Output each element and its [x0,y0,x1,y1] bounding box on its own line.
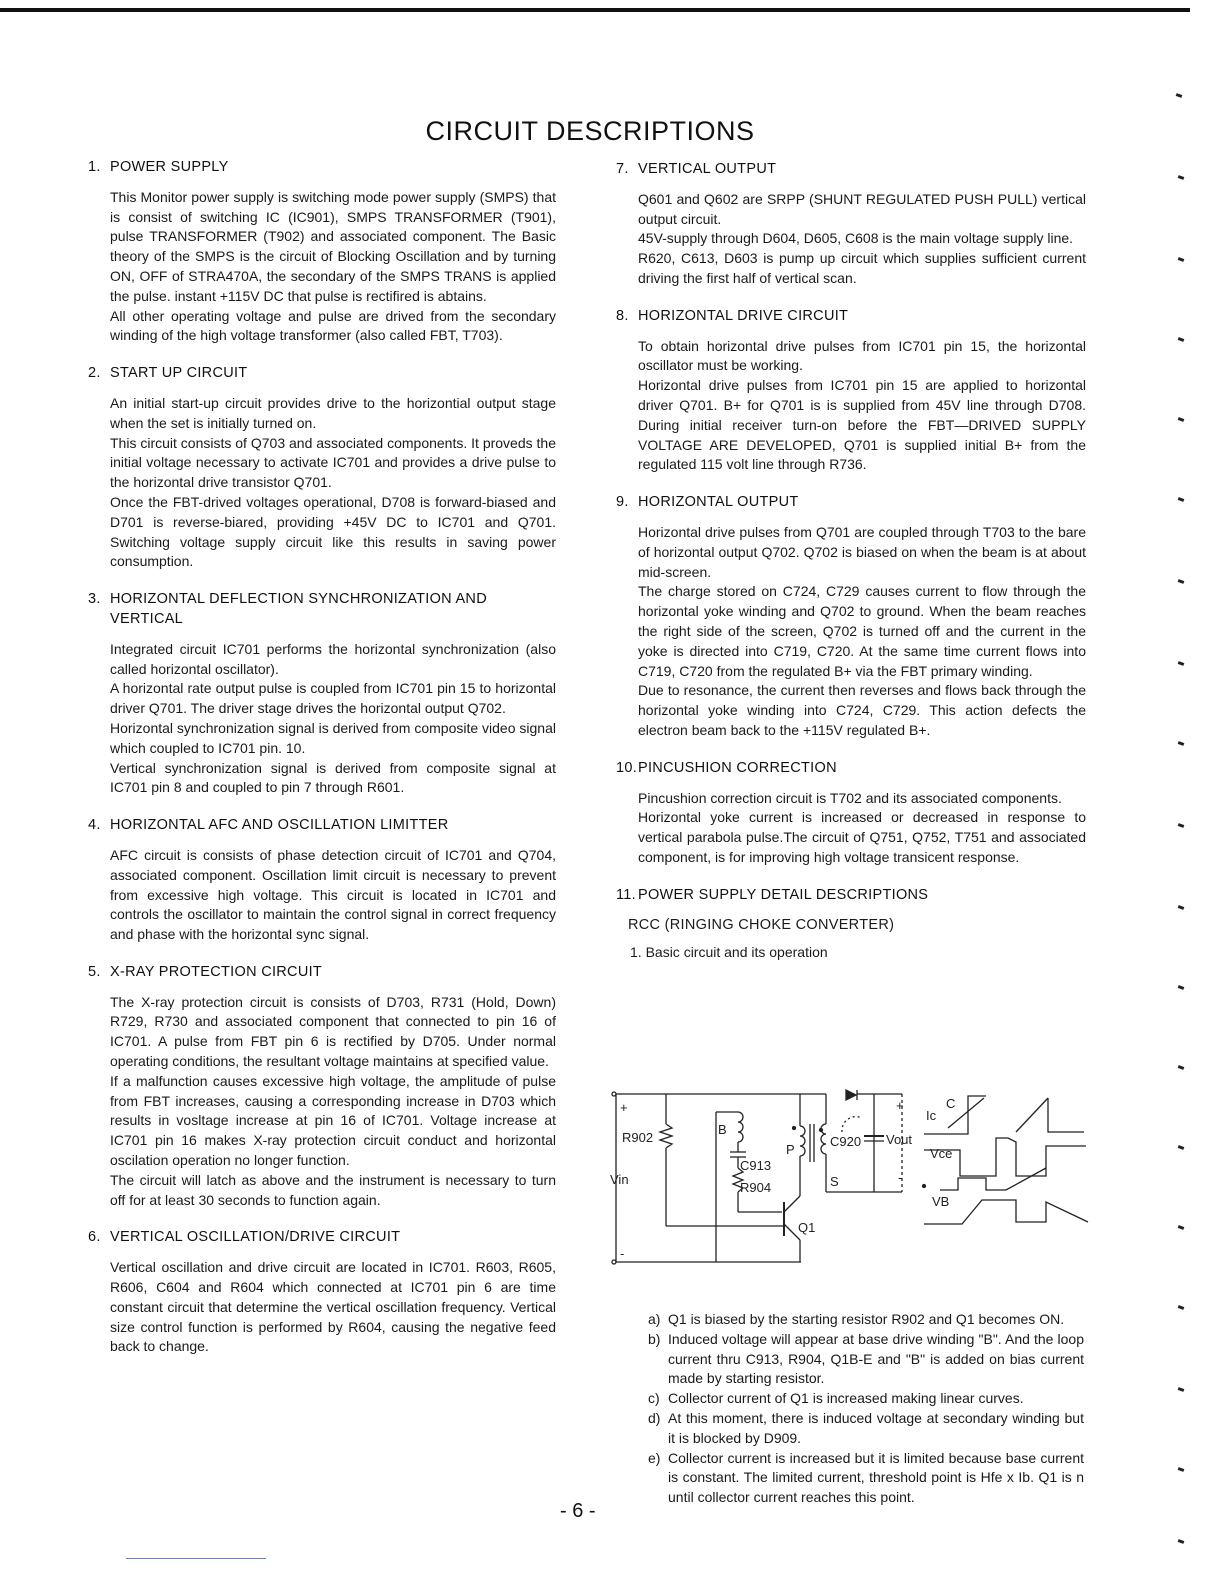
paragraph: Vertical oscillation and drive circuit are located in IC701. R603, R605, R606, C604 and R604 which connected at IC701 pin 6 are time constant circuit that determine the vertical oscillation frequency. Vertical size control function is performed by R604, causing the negative feed back to change. [110,1259,556,1355]
label-r902: R902 [622,1130,654,1145]
section-start-up-circuit [88,364,556,572]
margin-tick [1178,257,1185,262]
section-heading: HORIZONTAL AFC AND OSCILLATION LIMITTER [110,817,449,834]
section-vertical-output [616,160,1086,289]
output-diode [846,1090,856,1100]
paragraph: If a malfunction causes excessive high voltage, the amplitude of pulse from FBT increases, causing a corresponding increase in D703 which results in vosltage increase at pin 16 of IC701. Voltage increase at IC701 pin 16 makes X-ray protection circuit conduct and horizontal oscilation operation no longer function. [110,1072,556,1169]
label-ic: Ic [926,1108,937,1123]
label-s: S [830,1174,839,1189]
list-marker: e) [648,1449,661,1466]
margin-tick [1178,1305,1185,1310]
section-heading: POWER SUPPLY [110,159,229,175]
winding-p [800,1126,805,1156]
section-power-supply [88,158,556,346]
section-heading: HORIZONTAL OUTPUT [638,494,799,511]
paragraph: An initial start-up circuit provides drive to the horizontial output stage when the set is initially turned on. [110,394,556,431]
margin-tick [1178,823,1185,828]
label-vb: VB [932,1194,950,1209]
section-number: 10. [616,759,638,776]
list-item [648,1310,1084,1330]
subheading-rcc: RCC (RINGING CHOKE CONVERTER) [628,916,895,933]
left-column [88,158,556,1375]
margin-tick [1178,579,1185,584]
paragraph: All other operating voltage and pulse are drived from the secondary winding of the high voltage transformer (also called FBT, T703). [110,307,556,344]
label-c: C [946,1096,956,1111]
list-marker: d) [648,1409,661,1426]
paragraph: Horizontal yoke current is increased or decreased in response to vertical parabola pulse.The circuit of Q751, Q752, T751 and associated component, is for improving high voltage transicent response. [638,809,1086,865]
section-power-supply-detail [616,886,1086,963]
label-r904: R904 [740,1180,772,1195]
margin-tick [1176,93,1183,98]
paragraph: Horizontal synchronization signal is derived from composite video signal which coupled to IC701 pin. 10. [110,719,556,756]
label-vout: Vout [886,1132,913,1147]
section-number: 11. [616,886,636,903]
margin-tick [1178,1467,1185,1472]
margin-tick [1178,417,1185,422]
label-c913: C913 [740,1158,772,1173]
section-number: 5. [88,963,101,980]
list-text: At this moment, there is induced voltage at secondary winding but it is blocked by D909. [668,1409,1084,1446]
margin-tick [1178,337,1185,342]
paragraph: Integrated circuit IC701 performs the horizontal synchronization (also called horizontal oscillator). [110,640,556,677]
label-vin: Vin [610,1172,629,1187]
label-minus-out: - [898,1170,903,1185]
vb-waveform-top [940,1168,1046,1190]
section-heading: VERTICAL OSCILLATION/DRIVE CIRCUIT [110,1229,401,1246]
paragraph: To obtain horizontal drive pulses from IC701 pin 15, the horizontal oscillator must be working. [638,337,1086,374]
section-heading: HORIZONTAL DEFLECTION SYNCHRONIZATION AND VERTICAL [110,591,487,627]
section-number: 3. [88,591,101,608]
list-text: Collector current is increased but it is limited because base current is constant. The limited current, threshold point is Hfe x Ib. Q1 is n until collector current reaches this point. [668,1449,1084,1506]
margin-tick [1178,1225,1185,1230]
list-text: Q1 is biased by the starting resistor R902 and Q1 becomes ON. [668,1311,1065,1327]
margin-tick [1178,1145,1185,1150]
list-marker: b) [648,1330,661,1347]
paragraph: Horizontal drive pulses from IC701 pin 15 are applied to horizontal driver Q701. B+ for Q701 is is supplied from 45V line through D708. During initial receiver turn-on before the FBT—DRIVED SUPPLY VOLTAGE ARE DEVELOPED, Q701 is supplied initial B+ from the regulated 115 volt line through R736. [638,377,1086,473]
page-number: - 6 - [560,1500,596,1522]
paragraph: The X-ray protection circuit is consists of D703, R731 (Hold, Down) R729, R730 and associated component that connected to pin 16 of IC701. A pulse from FBT pin 6 is rectified by D705. Under normal operating conditions, the resultant voltage maintains at specified value. [110,993,556,1070]
operation-list [614,1310,1084,1508]
margin-tick [1178,741,1185,746]
paragraph: Once the FBT-drived voltages operational, D708 is forward-biased and D701 is reverse-biared, providing +45V DC to IC701 and Q701. Switching voltage supply circuit like this results in saving power consumption. [110,493,556,570]
paragraph: 45V-supply through D604, D605, C608 is the main voltage supply line. [638,230,1074,247]
paragraph: This circuit consists of Q703 and associated components. It proveds the initial voltage necessary to activate IC701 and provides a drive pulse to the horizontal drive transistor Q701. [110,434,556,491]
section-number: 8. [616,307,629,324]
paragraph: Q601 and Q602 are SRPP (SHUNT REGULATED PUSH PULL) vertical output circuit. [638,190,1086,227]
section-number: 6. [88,1229,101,1246]
margin-tick [1178,1387,1185,1392]
paragraph: This Monitor power supply is switching mode power supply (SMPS) that is consist of switching IC (IC901), SMPS TRANSFORMER (T901), pulse TRANSFORMER (T902) and associated component. The Basic theory of the SMPS is the circuit of Blocking Oscillation and by turning ON, OFF of STRA470A, the secondary of the SMPS TRANS is applied the pulse. instant +115V DC that pulse is rectifired is abtains. [110,188,556,304]
margin-tick [1178,497,1185,502]
section-heading: HORIZONTAL DRIVE CIRCUIT [638,307,849,324]
list-item [648,1409,1084,1449]
section-x-ray-protection [88,963,556,1211]
paragraph: R620, C613, D603 is pump up circuit which supplies sufficient current driving the first half of vertical scan. [638,250,1086,286]
margin-tick [1178,905,1185,910]
section-vertical-oscillation [88,1228,556,1357]
section-number: 9. [616,494,629,511]
list-item [648,1449,1084,1508]
section-heading: X-RAY PROTECTION CIRCUIT [110,963,323,980]
right-column [616,160,1086,971]
top-border-line [0,8,1190,12]
paragraph: Pincushion correction circuit is T702 and its associated components. [638,789,1062,806]
label-minus-bottom: - [620,1246,625,1261]
section-horizontal-drive [616,307,1086,475]
list-marker: c) [648,1390,660,1407]
section-number: 4. [88,817,101,834]
section-horizontal-output [616,493,1086,741]
section-pincushion-correction [616,759,1086,868]
section-heading: VERTICAL OUTPUT [638,161,777,177]
section-heading: START UP CIRCUIT [110,365,248,382]
page-title: CIRCUIT DESCRIPTIONS [425,116,755,146]
margin-tick [1178,1539,1185,1544]
list-item [648,1389,1084,1409]
label-p: P [786,1142,795,1157]
subitem-basic-circuit: 1. Basic circuit and its operation [630,944,828,961]
label-plus-top: + [620,1100,628,1115]
paragraph: Horizontal drive pulses from Q701 are coupled through T703 to the bare of horizontal output Q702. Q702 is biased on when the beam is at about mid-screen. [638,523,1086,580]
margin-tick [1178,661,1185,666]
list-marker: a) [648,1311,661,1327]
section-horizontal-afc [88,816,556,945]
margin-tick [1178,985,1185,990]
label-plus-out: + [896,1098,904,1113]
ic-waveform-right [1016,1098,1048,1132]
footer-line [126,1558,266,1559]
rcc-circuit-diagram [606,1086,1090,1272]
paragraph: Due to resonance, the current then reverses and flows back through the horizontal yoke winding into C724, C729. This action defects the electron beam back to the +115V regulated B+. [638,682,1086,738]
section-number: 7. [616,161,629,177]
paragraph: The circuit will latch as above and the instrument is necessary to turn off for at least 30 seconds to function again. [110,1171,556,1208]
label-vce: Vce [930,1146,953,1161]
margin-tick [1178,1065,1185,1070]
section-number: 1. [88,159,101,175]
winding-b [738,1112,743,1142]
paragraph: A horizontal rate output pulse is coupled from IC701 pin 15 to horizontal driver Q701. The driver stage drives the horizontal output Q702. [110,680,556,717]
paragraph: AFC circuit is consists of phase detection circuit of IC701 and Q704, associated component. Oscillation limit circuit is necessary to prevent from excessive high voltage. This circuit is located in IC701 and controls the oscillator to maintain the control signal in correct frequency and phase with the horizontal sync signal. [110,846,556,943]
section-horizontal-deflection [88,590,556,798]
label-q1: Q1 [798,1220,816,1235]
paragraph: The charge stored on C724, C729 causes current to flow through the horizontal yoke winding and Q702 to ground. When the beam reaches the right side of the screen, Q702 is turned off and the current in the yoke is directed into C719, C720. At the same time current flows into C719, C720 from the regulated B+ via the FBT primary winding. [638,583,1086,679]
current-arrow [842,1117,862,1132]
paragraph: Vertical synchronization signal is derived from composite signal at IC701 pin 8 and coupled to pin 7 through R601. [110,759,556,796]
label-c920: C920 [830,1134,862,1149]
section-heading: POWER SUPPLY DETAIL DESCRIPTIONS [638,886,929,903]
section-heading: PINCUSHION CORRECTION [638,759,837,776]
margin-tick [1178,175,1185,180]
list-text: Induced voltage will appear at base drive winding "B". And the loop current thru C913, R904, Q1B-E and "B" is added on bias current made by starting resistor. [668,1330,1084,1387]
list-item [648,1330,1084,1389]
list-text: Collector current of Q1 is increased making linear curves. [668,1390,1024,1407]
r902-resistor [660,1124,672,1148]
label-b: B [718,1122,727,1137]
section-number: 2. [88,365,101,382]
